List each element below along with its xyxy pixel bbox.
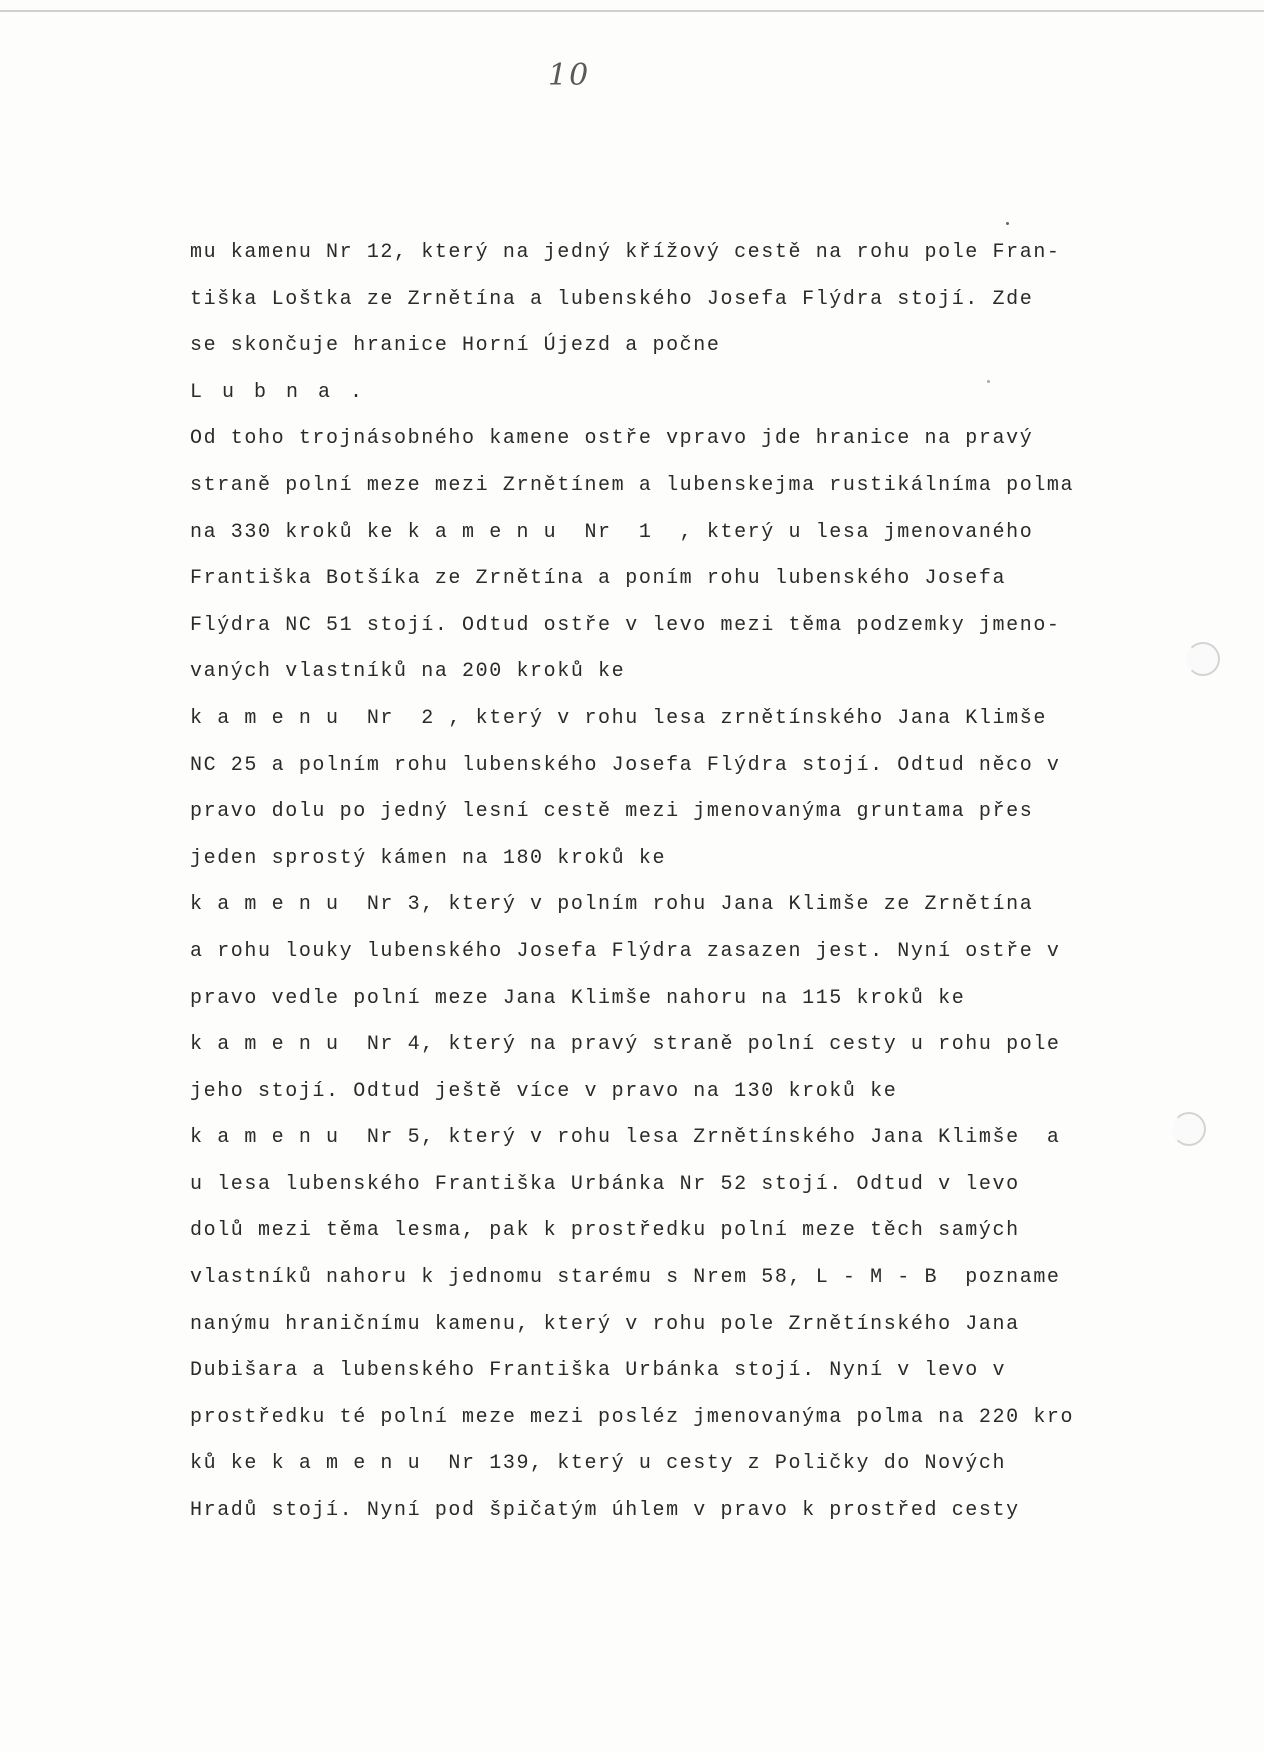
text-line: Od toho trojnásobného kamene ostře vpravo jde hranice na pravý — [190, 427, 1034, 451]
text-line: k a m e n u Nr 2 , který v rohu lesa zrnětínského Jana Klimše — [190, 706, 1047, 730]
text-line: k a m e n u Nr 5, který v rohu lesa Zrnětínského Jana Klimše a — [190, 1126, 1061, 1150]
text-line: pravo vedle polní meze Jana Klimše nahoru na 115 kroků ke — [190, 986, 966, 1010]
text-line: straně polní meze mezi Zrnětínem a lubenskejma rustikálníma polma — [190, 473, 1075, 497]
text-line: jeho stojí. Odtud ještě více v pravo na 130 kroků ke — [190, 1079, 898, 1103]
text-line: Františka Botšíka ze Zrnětína a poním rohu lubenského Josefa — [190, 567, 1007, 591]
text-line: tiška Loštka ze Zrnětína a lubenského Josefa Flýdra stojí. Zde — [190, 287, 1034, 311]
text-line: Hradů stojí. Nyní pod špičatým úhlem v pravo k prostřed cesty — [190, 1499, 1020, 1523]
typewritten-text-block — [190, 238, 1190, 1543]
text-line: NC 25 a polním rohu lubenského Josefa Flýdra stojí. Odtud něco v — [190, 753, 1061, 777]
punch-hole-mark — [1186, 642, 1220, 676]
text-line: a rohu louky lubenského Josefa Flýdra zasazen jest. Nyní ostře v — [190, 939, 1061, 963]
ink-speck — [1006, 222, 1009, 225]
text-line: na 330 kroků ke k a m e n u Nr 1 , který u lesa jmenovaného — [190, 520, 1034, 544]
text-line: pravo dolu po jedný lesní cestě mezi jmenovanýma gruntama přes — [190, 800, 1034, 824]
text-line: se skončuje hranice Horní Újezd a počne — [190, 334, 721, 358]
text-line: vlastníků nahoru k jednomu starému s Nrem 58, L - M - B pozname — [190, 1266, 1061, 1290]
text-line: nanýmu hraničnímu kamenu, který v rohu pole Zrnětínského Jana — [190, 1312, 1020, 1336]
text-line: vaných vlastníků na 200 kroků ke — [190, 660, 626, 684]
page-number: 10 — [548, 58, 591, 93]
text-line: prostředku té polní meze mezi posléz jmenovanýma polma na 220 kro — [190, 1405, 1075, 1429]
text-line: L u b n a . — [190, 380, 367, 404]
text-line: k a m e n u Nr 3, který v polním rohu Jana Klimše ze Zrnětína — [190, 893, 1034, 917]
text-line: k a m e n u Nr 4, který na pravý straně polní cesty u rohu pole — [190, 1033, 1061, 1057]
top-edge-rule — [0, 10, 1264, 12]
text-line: dolů mezi těma lesma, pak k prostředku polní meze těch samých — [190, 1219, 1020, 1243]
text-line: u lesa lubenského Františka Urbánka Nr 52 stojí. Odtud v levo — [190, 1172, 1020, 1196]
text-line: ků ke k a m e n u Nr 139, který u cesty z Poličky do Nových — [190, 1452, 1007, 1476]
text-line: jeden sprostý kámen na 180 kroků ke — [190, 846, 667, 870]
text-line: Flýdra NC 51 stojí. Odtud ostře v levo mezi těma podzemky jmeno- — [190, 613, 1061, 637]
text-line: Dubišara a lubenského Františka Urbánka stojí. Nyní v levo v — [190, 1359, 1007, 1383]
text-line: mu kamenu Nr 12, který na jedný křížový cestě na rohu pole Fran- — [190, 241, 1061, 264]
